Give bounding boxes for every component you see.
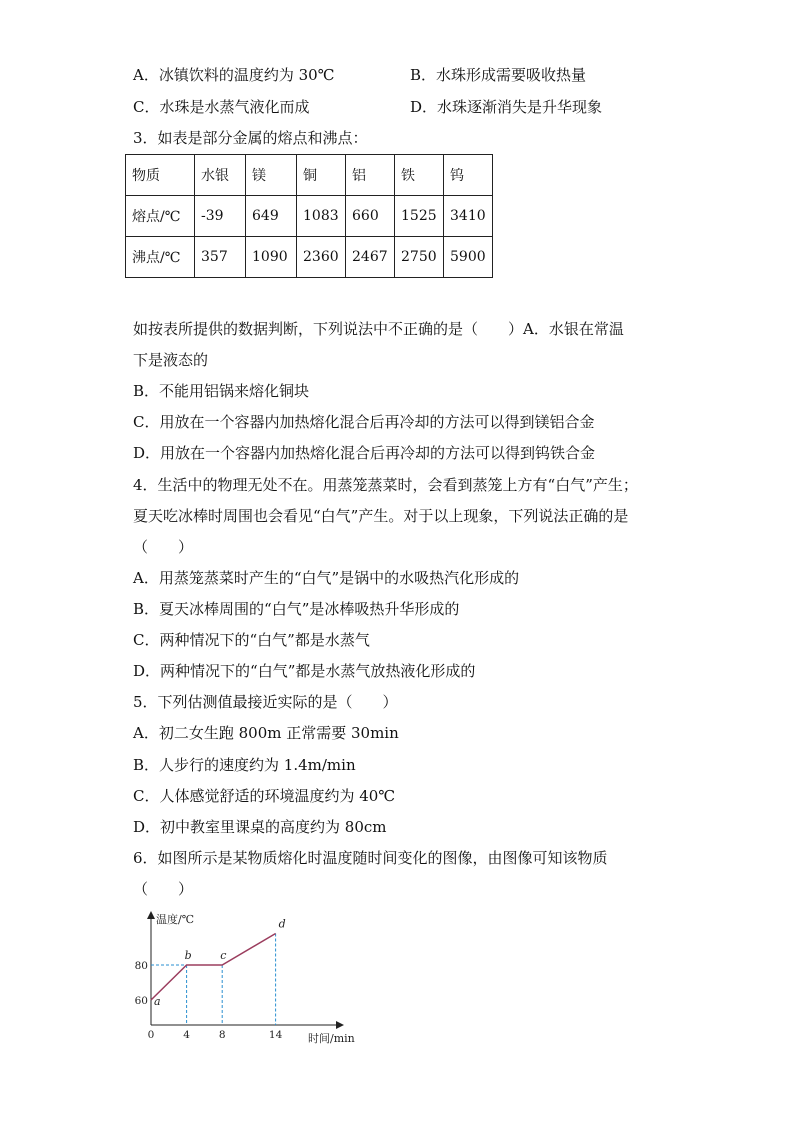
q3-question-line1: 如按表所提供的数据判断，下列说法中不正确的是（ ）A．水银在常温 bbox=[133, 320, 624, 338]
table-cell: 镁 bbox=[246, 155, 297, 196]
table-row bbox=[126, 196, 493, 237]
q5-stem: 5．下列估测值最接近实际的是（ ） bbox=[133, 693, 398, 711]
point-label: c bbox=[220, 949, 227, 962]
q4-stem-line1: 4．生活中的物理无处不在。用蒸笼蒸菜时，会看到蒸笼上方有“白气”产生； bbox=[133, 476, 638, 494]
q4-option-d: D．两种情况下的“白气”都是水蒸气放热液化形成的 bbox=[133, 662, 476, 680]
x-tick-label: 0 bbox=[147, 1029, 155, 1041]
table-cell: 熔点/℃ bbox=[126, 196, 195, 237]
q5-option-a: A．初二女生跑 800m 正常需要 30min bbox=[133, 724, 399, 742]
table-cell: 物质 bbox=[126, 155, 195, 196]
table-cell: 铜 bbox=[297, 155, 346, 196]
q2-option-a: A．冰镇饮料的温度约为 30℃ bbox=[133, 66, 335, 84]
y-axis-label: 温度/℃ bbox=[156, 913, 195, 926]
table-cell: 5900 bbox=[444, 237, 493, 278]
series-line bbox=[151, 934, 276, 1001]
table-header-row bbox=[126, 155, 493, 196]
q4-option-c: C．两种情况下的“白气”都是水蒸气 bbox=[133, 631, 370, 649]
x-axis-label: 时间/min bbox=[308, 1032, 355, 1045]
point-label: d bbox=[278, 917, 286, 931]
q6-stem-line2: （ ） bbox=[133, 880, 194, 898]
y-tick-label: 60 bbox=[134, 995, 148, 1007]
q3-option-d: D．用放在一个容器内加热熔化混合后再冷却的方法可以得到钨铁合金 bbox=[133, 444, 596, 462]
table-cell: -39 bbox=[195, 196, 246, 237]
q5-option-c: C．人体感觉舒适的环境温度约为 40℃ bbox=[133, 787, 396, 805]
q4-option-b: B．夏天冰棒周围的“白气”是冰棒吸热升华形成的 bbox=[133, 600, 460, 618]
q4-stem-line3: （ ） bbox=[133, 538, 194, 556]
table-cell: 1090 bbox=[246, 237, 297, 278]
table-cell: 铁 bbox=[395, 155, 444, 196]
table-cell: 钨 bbox=[444, 155, 493, 196]
table-cell: 1083 bbox=[297, 196, 346, 237]
q3-option-c: C．用放在一个容器内加热熔化混合后再冷却的方法可以得到镁铝合金 bbox=[133, 413, 595, 431]
table-cell: 水银 bbox=[195, 155, 246, 196]
q2-option-d: D．水珠逐渐消失是升华现象 bbox=[410, 98, 603, 116]
table-cell: 2750 bbox=[395, 237, 444, 278]
table-cell: 铝 bbox=[346, 155, 395, 196]
table-cell: 3410 bbox=[444, 196, 493, 237]
x-tick-label: 8 bbox=[218, 1029, 226, 1041]
table-cell: 660 bbox=[346, 196, 395, 237]
metal-table bbox=[125, 154, 493, 278]
q2-option-c: C．水珠是水蒸气液化而成 bbox=[133, 98, 310, 116]
chart-marks bbox=[135, 918, 286, 1042]
q3-question-line2: 下是液态的 bbox=[133, 351, 209, 369]
table-cell: 2360 bbox=[297, 237, 346, 278]
point-label: a bbox=[154, 995, 161, 1008]
q5-option-d: D．初中教室里课桌的高度约为 80cm bbox=[133, 818, 387, 836]
q3-stem: 3．如表是部分金属的熔点和沸点： bbox=[133, 129, 368, 147]
table-cell: 1525 bbox=[395, 196, 444, 237]
table-cell: 2467 bbox=[346, 237, 395, 278]
point-label: b bbox=[184, 949, 192, 962]
table-cell: 649 bbox=[246, 196, 297, 237]
q6-stem-line1: 6．如图所示是某物质熔化时温度随时间变化的图像，由图像可知该物质 bbox=[133, 849, 608, 867]
table-row bbox=[126, 237, 493, 278]
q4-option-a: A．用蒸笼蒸菜时产生的“白气”是锅中的水吸热汽化形成的 bbox=[133, 569, 520, 587]
x-tick-label: 4 bbox=[183, 1029, 190, 1041]
q4-stem-line2: 夏天吃冰棒时周围也会看见“白气”产生。对于以上现象，下列说法正确的是 bbox=[133, 507, 629, 525]
y-tick-label: 80 bbox=[134, 960, 148, 972]
temperature-time-chart bbox=[130, 905, 370, 1050]
q3-option-b: B．不能用铝锅来熔化铜块 bbox=[133, 382, 310, 400]
table-cell: 沸点/℃ bbox=[126, 237, 195, 278]
q2-option-b: B．水珠形成需要吸收热量 bbox=[410, 66, 587, 84]
table-cell: 357 bbox=[195, 237, 246, 278]
x-tick-label: 14 bbox=[268, 1029, 283, 1041]
q5-option-b: B．人步行的速度约为 1.4m/min bbox=[133, 756, 356, 774]
